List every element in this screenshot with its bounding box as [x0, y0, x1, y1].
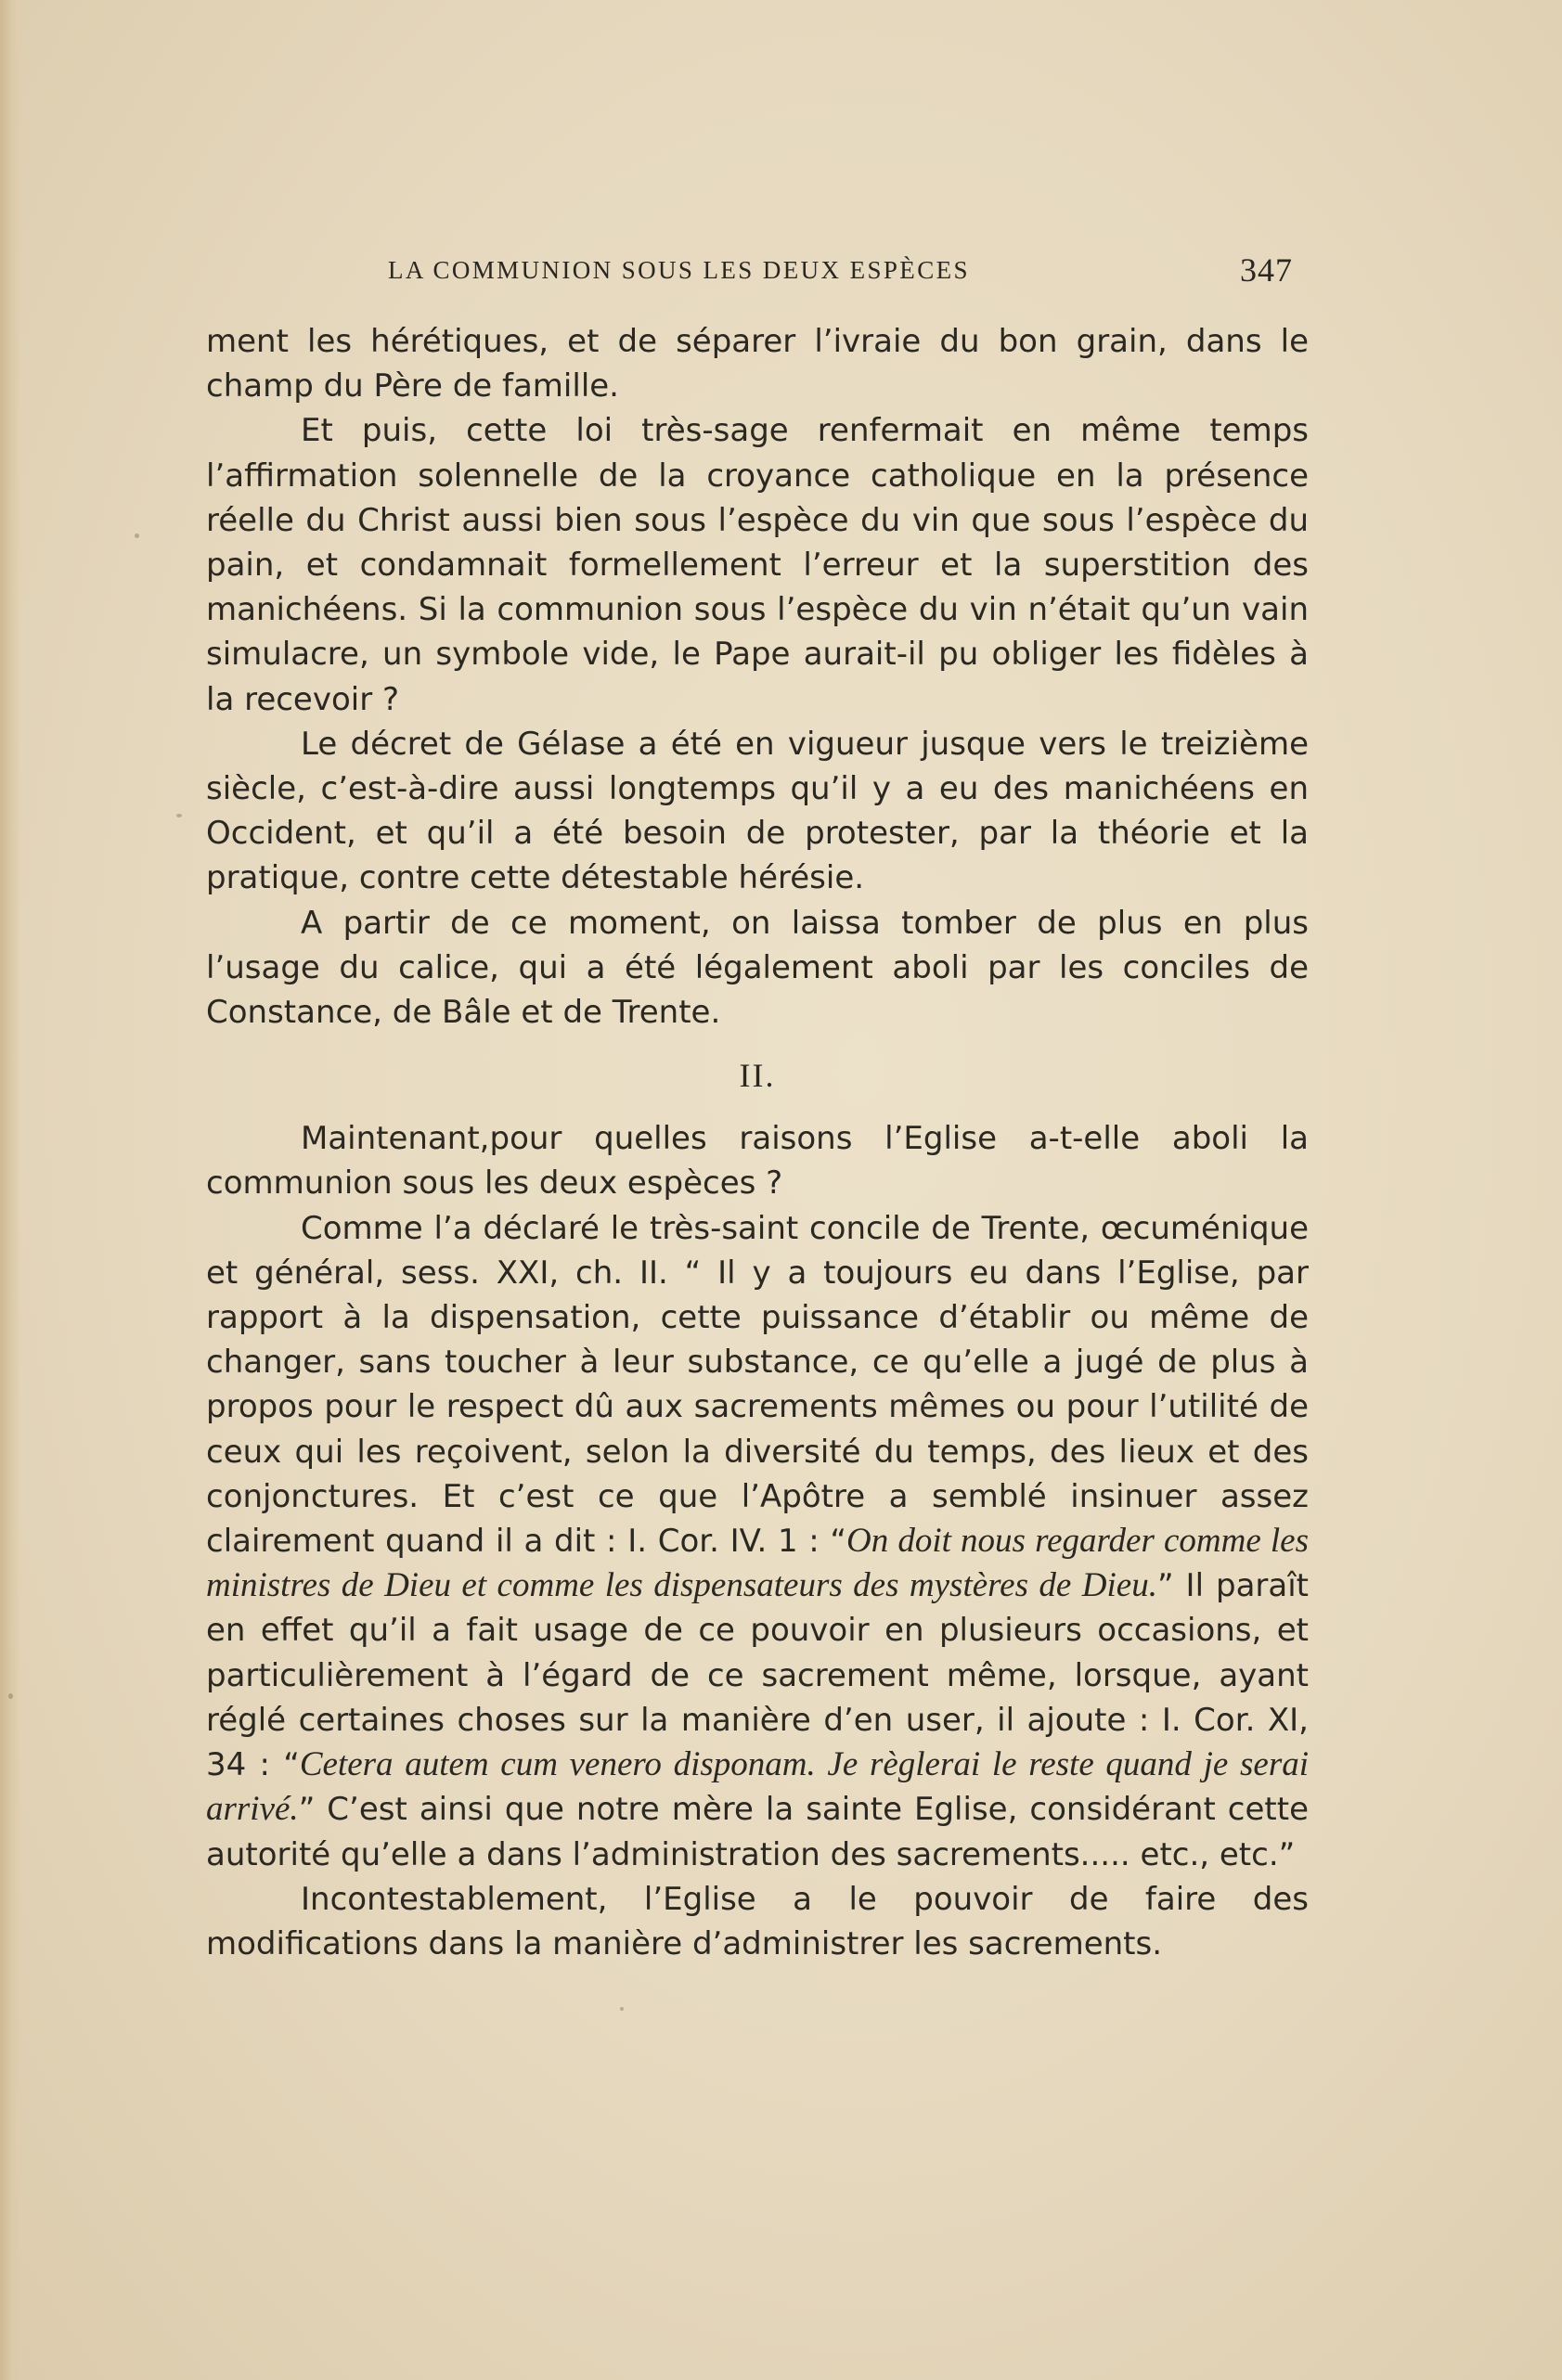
paragraph: Et puis, cette loi très-sage renfermait en même temps l’affirmation solennelle de la croyance catholique en la présence réelle du Christ aussi bien sous l’espèce du vin que sous l’espèce du pain, et condamnait formellement l’erreur et la superstition des manichéens. Si la communion sous l’espèce du vin n’était qu’un vain simulacre, un symbole vide, le Pape aurait-il pu obliger les fidèles à la recevoir ? [206, 412, 1309, 718]
quote-text: ” Il paraît en effet qu’il a fait usage de ce pouvoir en plusieurs occasions, et particulièrement à l’égard de ce sacrement même, lorsque, ayant réglé certaines choses sur la manière d’en user, il ajoute : I. Cor. XI, 34 : “ [206, 1567, 1310, 1784]
paper-speck [176, 814, 182, 817]
paragraph: Incontestablement, l’Eglise a le pouvoir de faire des modifications dans la manière d’administrer les sacrements. [206, 1880, 1309, 1962]
paper-speck [8, 1693, 13, 1699]
body-text [206, 319, 1309, 1966]
binding-edge [0, 0, 20, 2380]
page-number: 347 [1240, 251, 1293, 289]
italic-citation: Cetera autem cum venero disponam. Je règlerai le reste quand je serai arrivé. [206, 1745, 1309, 1829]
paragraph: Maintenant,pour quelles raisons l’Eglise a-t-elle aboli la communion sous les deux espèces ? [206, 1120, 1309, 1203]
quote-text: ” C’est ainsi que notre mère la sainte Eglise, considérant cette autorité qu’elle a dans l’administration des sacrements..... etc., etc.” [206, 1791, 1309, 1873]
running-title: LA COMMUNION SOUS LES DEUX ESPÈCES [388, 256, 970, 284]
paragraph-continuation: ment les hérétiques, et de séparer l’ivraie du bon grain, dans le champ du Père de famille. [206, 323, 1309, 405]
paragraph: Le décret de Gélase a été en vigueur jusque vers le treizième siècle, c’est-à-dire aussi longtemps qu’il y a eu des manichéens en Occident, et qu’il a été besoin de protester, par la théorie et la pratique, contre cette détestable hérésie. [206, 725, 1309, 897]
page-header [388, 249, 1316, 304]
paper-speck [135, 534, 139, 538]
quote-text: Comme l’a déclaré le très-saint concile de Trente, œcuménique et général, sess. XXI, ch. II. “ Il y a toujours eu dans l’Eglise, par rapport à la dispensation, cette puissance d’établir ou même de changer, sans toucher à leur substance, ce qu’elle a jugé de plus à propos pour le respect dû aux sacrements mêmes ou pour l’utilité de ceux qui les reçoivent, selon la diversité du temps, des lieux et des conjonctures. Et c’est ce que l’Apôtre a semblé insinuer assez clairement quand il a dit : I. Cor. IV. 1 : “ [206, 1209, 1309, 1561]
section-heading: II. [739, 1057, 776, 1095]
paragraph: A partir de ce moment, on laissa tomber de plus en plus l’usage du calice, qui a été légalement aboli par les conciles de Constance, de Bâle et de Trente. [206, 904, 1309, 1032]
paper-speck [620, 2007, 624, 2011]
paragraph-quotation [206, 1206, 1309, 1877]
italic-citation: On doit nous regarder comme les ministres de Dieu et comme les dispensateurs des mystères de Dieu. [206, 1522, 1309, 1605]
